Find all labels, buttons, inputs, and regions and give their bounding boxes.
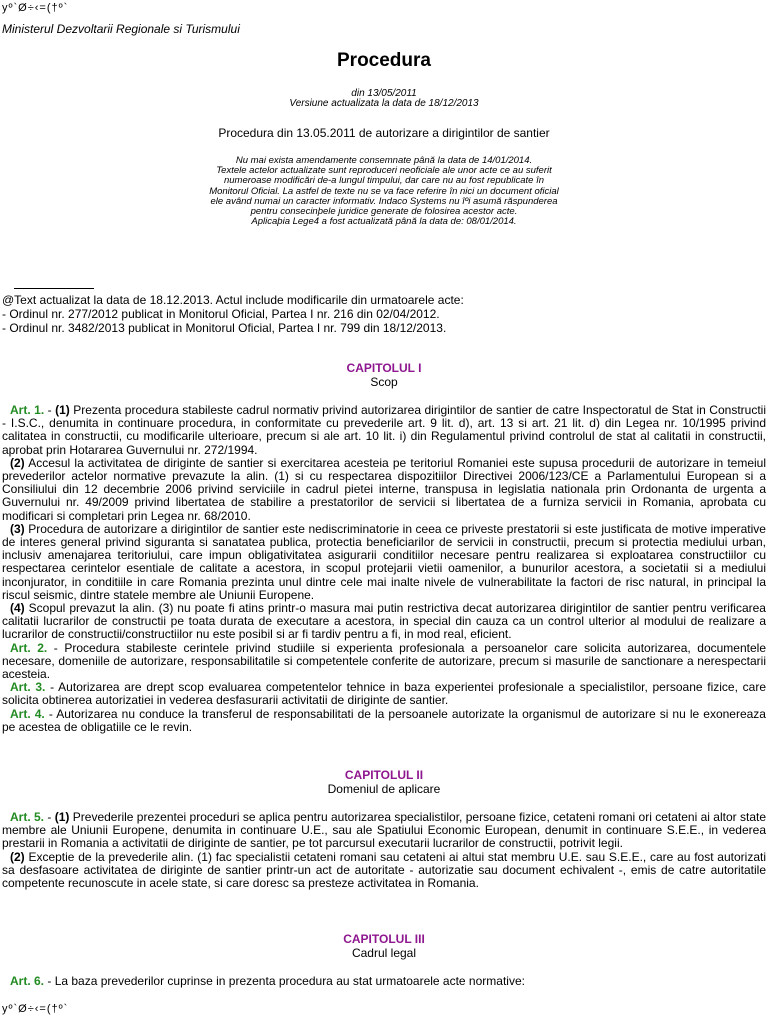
chapter-name: Scop	[370, 375, 398, 389]
article-1-par-3	[2, 523, 766, 602]
article-text: - Autorizarea are drept scop evaluarea competentelor tehnice in baza experientei profesionale a specialistilor, persoane fizice, care solicita obtinerea autorizatiei in vederea desfasurarii activitatii de diriginte de santier.	[2, 680, 766, 708]
article-label: Art. 2.	[10, 640, 48, 655]
paragraph-text: Scopul prevazut la alin. (3) nu poate fi atins printr-o masura mai putin restrictiva decat autorizarea dirigintilor de santier pentru verificarea calitatii lucrarilor de constructii pe toata durata de executare a acestora, in special din cauza ca un control ulterior al modului de realizare a lucrarilor de constructii/constructiilor nu este posibil si ar fi tardiv pentru a fi, in mod real, eficient.	[2, 601, 766, 642]
notice-line: pentru consecinþele juridice generate de folosirea acestor acte.	[250, 206, 518, 218]
chapter-1-body	[2, 404, 766, 734]
notice-line: Monitorul Oficial. La astfel de texte nu se va face referire în nici un document oficial	[209, 185, 559, 197]
paragraph-number: (1)	[54, 810, 70, 824]
article-3	[2, 681, 766, 707]
footer-encoded-text: yº`Ø÷‹=(†º`	[2, 1003, 69, 1015]
chapter-number: CAPITOLUL I	[346, 361, 422, 375]
issue-date: din 13/05/2011	[351, 88, 417, 99]
paragraph-number: (4)	[10, 601, 25, 616]
paragraph-number: (1)	[55, 403, 70, 417]
header-encoded-text: yº`Ø÷‹=(†º`	[2, 2, 69, 14]
article-text: - La baza prevederilor cuprinse in prezenta procedura au stat urmatoarele acte normative:	[47, 974, 525, 988]
update-line: - Ordinul nr. 277/2012 publicat in Monitorul Oficial, Partea I nr. 216 din 02/04/2012.	[2, 307, 440, 321]
chapter-heading-1	[0, 361, 768, 389]
document-subtitle: Procedura din 13.05.2011 de autorizare a dirigintilor de santier	[218, 126, 550, 140]
paragraph-number: (2)	[10, 455, 25, 470]
article-1-par-1: Art. 1. - (1) Prezenta procedura stabileste cadrul normativ privind autorizarea dirigintilor de santier de catre Inspectoratul de Stat in Constructii - I.S.C., denumita in continuare procedura, in conformitate cu prevederile art. 9 lit. d), art. 13 si art. 21 lit. d) din Legea nr. 10/1995 privind calitatea in constructii, cu modificarile ulterioare, precum si ale art. 10 lit. i) din Regulamentul privind controlul de stat al calitatii in constructii, aprobat prin Hotararea Guvernului nr. 272/1994.	[2, 403, 766, 457]
article-5-par-1: Art. 5. - (1) Prevederile prezentei proceduri se aplica pentru autorizarea specialistilor, persoane fizice, cetateni romani ori cetateni ai altor state membre ale Uniunii Europene, denumita in continuare U.E., sau ale Spatiului Economic European, denumit in continuare S.E.E., in vederea prestarii in Romania a activitatii de diriginte de santier, pe tot parcursul executarii lucrarilor de constructii, potrivit legii.	[2, 810, 767, 851]
article-label: Art. 1.	[10, 403, 45, 417]
chapter-number: CAPITOLUL II	[344, 768, 424, 782]
article-1-par-2	[2, 457, 766, 523]
paragraph-number: (3)	[10, 521, 25, 536]
update-line: @Text actualizat la data de 18.12.2013. Actul include modificarile din urmatoarele acte:	[2, 293, 464, 307]
chapter-2-body	[2, 811, 766, 890]
paragraph-text: Exceptie de la prevederile alin. (1) fac specialistii cetateni romani sau cetateni ai altui stat membru U.E. sau S.E.E., care au fost autorizati sa desfasoare activitatea de diriginte de santier printr-un act de autoritate - autorizatie sau document echivalent -, emis de catre autoritatile competente recunoscute in acele state, si care doresc sa presteze activitatea in Romania.	[2, 849, 766, 891]
chapter-3-body	[2, 975, 766, 988]
article-6	[2, 975, 766, 988]
article-label: Art. 3.	[10, 680, 46, 695]
chapter-name: Cadrul legal	[351, 946, 417, 960]
chapter-name: Domeniul de aplicare	[327, 782, 441, 796]
separator-line	[14, 288, 94, 289]
update-notes	[2, 293, 464, 335]
version-date: Versiune actualizata la data de 18/12/2013	[289, 98, 479, 109]
article-4	[2, 708, 766, 734]
paragraph-text: Prezenta procedura stabileste cadrul normativ privind autorizarea dirigintilor de santier de catre Inspectoratul de Stat in Constructii - I.S.C., denumita in continuare procedura, in conformitate cu prevederile art. 9 lit. d), art. 13 si art. 21 lit. d) din Legea nr. 10/1995 privind calitatea in constructii, cu modificarile ulterioare, precum si ale art. 10 lit. i) din Regulamentul privind controlul de stat al calitatii in constructii, aprobat prin Hotararea Guvernului nr. 272/1994.	[2, 403, 766, 457]
notice-line: numeroase modificări de-a lungul timpului, dar care nu au fost republicate în	[223, 175, 544, 187]
update-line: - Ordinul nr. 3482/2013 publicat in Monitorul Oficial, Partea I nr. 799 din 18/12/2013.	[2, 321, 447, 335]
chapter-number: CAPITOLUL III	[343, 932, 425, 946]
document-dates	[0, 89, 768, 109]
chapter-heading-2	[0, 768, 768, 796]
article-text: - Procedura stabileste cerintele privind studiile si experienta profesionala a persoanelor care solicita autorizarea, documentele necesare, domeniile de autorizare, responsabilitatile si competentele conferite de autorizare, precum si masurile de sanctionare a nerespectarii acesteia.	[2, 640, 766, 682]
paragraph-number: (2)	[10, 849, 25, 864]
article-2	[2, 642, 766, 682]
paragraph-text: Procedura de autorizare a dirigintilor de santier este nediscriminatorie in ceea ce priveste prestatorii si este justificata de motive imperative de interes general privind siguranta si sanatatea publica, protectia beneficiarilor de servicii in constructii, precum si protectia mediului urban, inclusiv amenajarea teritoriului, care impun obligativitatea asigurarii conditiilor necesare pentru realizarea si exploatarea constructiilor cu respectarea cerintelor esentiale de calitate a acestora, in scopul protejarii vietii oamenilor, a bunurilor acestora, a societatii si a mediului inconjurator, in conditiile in care Romania prezinta unul dintre cele mai inalte nivele de vulnerabilitate la factori de risc natural, in principal la riscul seismic, dintre statele membre ale Uniunii Europene.	[2, 521, 766, 602]
article-5-par-2	[2, 851, 766, 891]
article-label: Art. 6.	[10, 974, 45, 988]
notice-line: Aplicaþia Lege4 a fost actualizată până la data de: 08/01/2014.	[251, 216, 517, 228]
article-label: Art. 4.	[10, 706, 45, 721]
chapter-heading-3	[0, 932, 768, 960]
ministry-name: Ministerul Dezvoltarii Regionale si Turismului	[2, 22, 240, 36]
notice-line: ele având numai un caracter informativ. Indaco Systems nu îºi asumă răspunderea	[210, 195, 558, 207]
article-1-par-4	[2, 602, 766, 642]
article-text: - Autorizarea nu conduce la transferul de responsabilitati de la persoanele autorizate la organismul de autorizare si nu le exonereaza pe acestea de obligatiile ce le revin.	[2, 706, 766, 734]
notice-line: Nu mai exista amendamente consemnate până la data de 14/01/2014.	[235, 155, 533, 166]
article-label: Art. 5.	[10, 810, 45, 824]
paragraph-text: Accesul la activitatea de diriginte de santier si exercitarea acesteia pe teritoriul Romaniei este supusa procedurii de autorizare in temeiul prevederilor actelor normative prevazute la alin. (1) si cu respectarea dispozitiilor Directivei 2006/123/CE a Parlamentului European si a Consiliului din 12 decembrie 2006 privind serviciile in cadrul pietei interne, transpusa in legislatia nationala prin Ordonanta de urgenta a Guvernului nr. 49/2009 privind libertatea de stabilire a prestatorilor de servicii si libertatea de a furniza servicii in Romania, aprobata cu modificari si completari prin Legea nr. 68/2010.	[2, 455, 767, 523]
paragraph-text: Prevederile prezentei proceduri se aplica pentru autorizarea specialistilor, persoane fizice, cetateni romani ori cetateni ai altor state membre ale Uniunii Europene, denumita in continuare U.E., sau ale Spatiului Economic European, denumit in continuare S.E.E., in vederea prestarii in Romania a activitatii de diriginte de santier, pe tot parcursul executarii lucrarilor de constructii, potrivit legii.	[2, 810, 767, 851]
page-title: Procedura	[337, 50, 431, 71]
disclaimer-notice	[184, 156, 584, 227]
notice-line: Textele actelor actualizate sunt reproduceri neoficiale ale unor acte ce au suferit	[216, 165, 552, 177]
